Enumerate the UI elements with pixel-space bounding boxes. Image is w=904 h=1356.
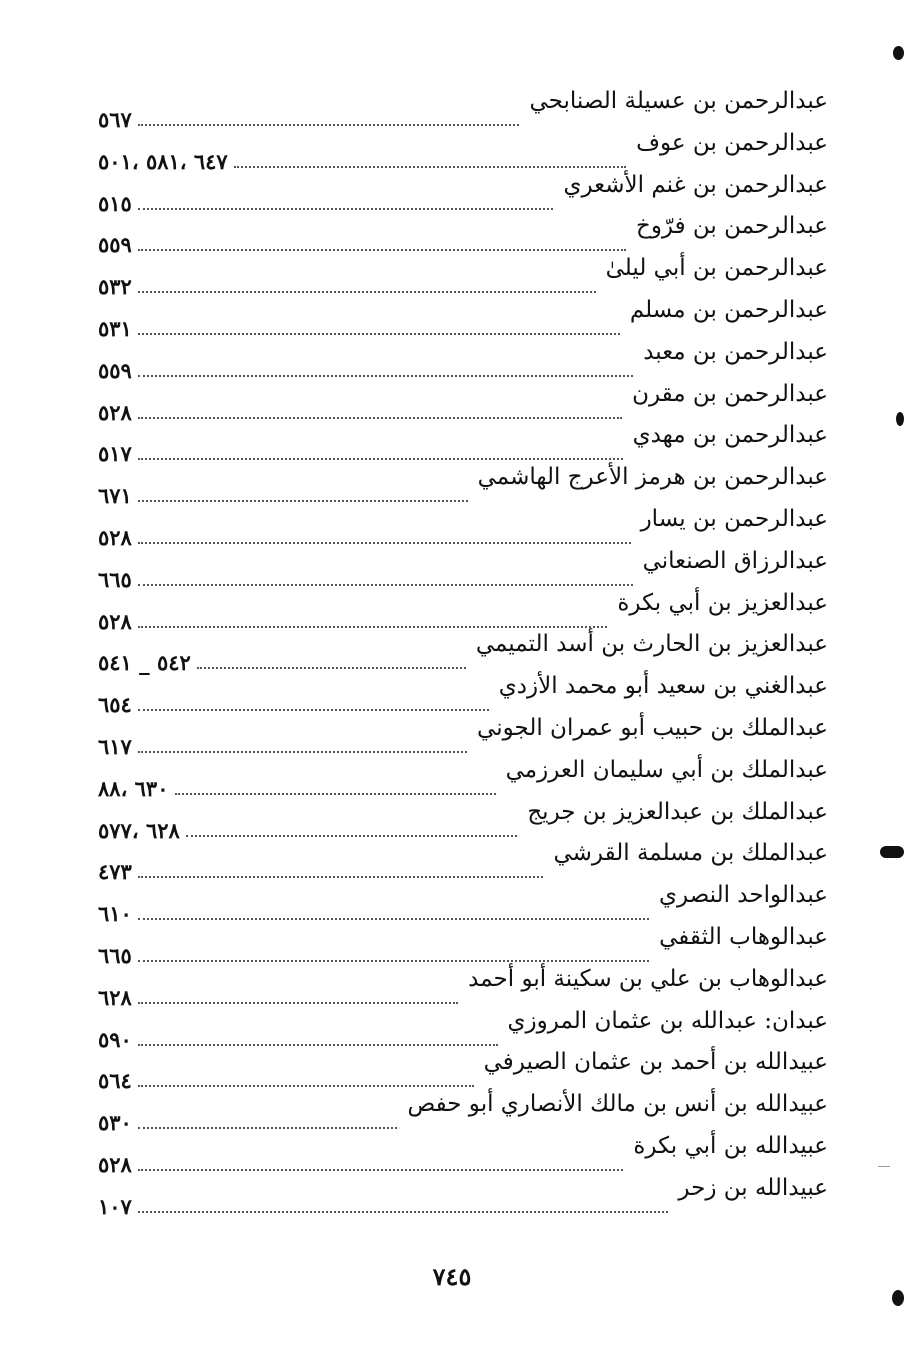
entry-name: عبدالرحمن بن مهدي <box>632 422 828 449</box>
entry-name: عبدالغني بن سعيد أبو محمد الأزدي <box>498 673 828 700</box>
entry-page-numbers: ٥٣١ <box>98 315 132 341</box>
entry-leader-line <box>98 651 828 675</box>
entry-name: عبيدالله بن أنس بن مالك الأنصاري أبو حفص <box>407 1091 828 1118</box>
entry-leader-line <box>98 777 828 801</box>
entry-name: عبدالعزيز بن أبي بكرة <box>617 589 828 616</box>
entry-leader-line <box>98 568 828 592</box>
entry-leader-line <box>98 192 828 216</box>
dot-leader <box>138 625 607 628</box>
dot-leader <box>138 416 622 419</box>
binding-mark <box>892 1290 904 1306</box>
index-entry <box>98 464 828 509</box>
entry-leader-line <box>98 735 828 759</box>
entry-leader-line <box>98 610 828 634</box>
entry-leader-line <box>98 150 828 174</box>
entry-leader-line <box>98 401 828 425</box>
index-entry <box>98 757 828 799</box>
index-entry <box>98 130 828 172</box>
entry-page-numbers: ٥٦٧ <box>98 107 132 132</box>
entry-name: عبدالرحمن بن مقرن <box>632 380 828 407</box>
index-entry <box>98 1008 828 1050</box>
entry-name: عبدالرحمن بن أبي ليلىٰ <box>605 255 828 282</box>
index-entry <box>98 1133 828 1175</box>
entry-leader-line <box>98 1195 828 1219</box>
entry-leader-line <box>98 860 828 884</box>
entry-leader-line <box>98 1111 828 1135</box>
entry-leader-line <box>98 944 828 968</box>
entry-page-numbers: ٦٢٨ ،٥٧٧ <box>98 817 180 843</box>
dot-leader <box>138 583 633 586</box>
binding-mark <box>896 412 904 426</box>
entry-name: عبدالعزيز بن الحارث بن أسد التميمي <box>475 631 828 658</box>
entry-name: عبيدالله بن أحمد بن عثمان الصيرفي <box>483 1049 828 1076</box>
entry-name: عبدالرزاق الصنعاني <box>642 547 828 574</box>
entry-name: عبدان: عبدالله بن عثمان المروزي <box>507 1007 828 1034</box>
entry-leader-line <box>98 275 828 299</box>
entry-page-numbers: ٥٤٢ _ ٥٤١ <box>98 650 191 676</box>
dot-leader <box>186 834 518 837</box>
entry-name: عبدالملك بن عبدالعزيز بن جريج <box>527 798 828 825</box>
entry-page-numbers: ٥٣٠ <box>98 1110 132 1136</box>
entry-name: عبدالملك بن أبي سليمان العرزمي <box>505 756 828 783</box>
index-entry <box>98 172 828 214</box>
index-entry <box>98 548 828 590</box>
entry-page-numbers: ٥٢٨ <box>98 1151 132 1177</box>
entry-name: عبيدالله بن زحر <box>678 1174 828 1201</box>
entry-leader-line <box>98 442 828 466</box>
entry-leader-line <box>98 693 828 717</box>
entry-name: عبدالرحمن بن غنم الأشعري <box>563 171 828 198</box>
dot-leader <box>138 290 596 293</box>
dot-leader <box>175 792 496 795</box>
index-entry <box>98 422 828 467</box>
entry-leader-line <box>98 902 828 926</box>
entry-page-numbers: ٥٣٢ <box>98 274 132 300</box>
entry-page-numbers: ٥١٧ <box>98 441 132 467</box>
dot-leader <box>138 750 467 753</box>
entry-page-numbers: ٦٦٥ <box>98 566 132 592</box>
dot-leader <box>138 457 623 460</box>
index-entry <box>98 924 828 966</box>
entry-page-numbers: ٥٢٨ <box>98 608 132 634</box>
index-entry <box>98 715 828 757</box>
entry-page-numbers: ٦١٠ <box>98 901 132 927</box>
index-entry <box>98 213 828 258</box>
page-number: ٧٤٥ <box>432 1262 472 1291</box>
entry-page-numbers: ٥٩٠ <box>98 1026 132 1052</box>
entry-leader-line <box>98 233 828 257</box>
index-entry <box>98 1091 828 1136</box>
entry-page-numbers: ٦٦٥ <box>98 942 132 968</box>
entry-name: عبدالملك بن مسلمة القرشي <box>553 840 828 867</box>
entry-page-numbers: ٥٦٤ <box>98 1068 132 1094</box>
dot-leader <box>138 708 489 711</box>
entry-name: عبدالوهاب الثقفي <box>659 923 828 950</box>
index-entry <box>98 88 828 130</box>
index-entry <box>98 255 828 300</box>
index-entry <box>98 882 828 927</box>
entry-leader-line <box>98 317 828 341</box>
dot-leader <box>138 374 633 377</box>
dot-leader <box>138 248 626 251</box>
entry-name: عبدالملك بن حبيب أبو عمران الجوني <box>477 714 828 741</box>
dot-leader <box>138 207 554 210</box>
index-entry <box>98 297 828 339</box>
entry-page-numbers: ٦٢٨ <box>98 984 132 1010</box>
dot-leader <box>138 1126 398 1129</box>
entry-page-numbers: ٥٥٩ <box>98 357 132 383</box>
dot-leader <box>234 165 626 168</box>
entry-name: عبدالرحمن بن مسلم <box>629 296 828 323</box>
index-entry <box>98 840 828 885</box>
entry-page-numbers: ٦٧١ <box>98 483 132 509</box>
entry-page-numbers: ٥١٥ <box>98 190 132 216</box>
index-entry <box>98 506 828 548</box>
dot-leader <box>138 541 631 544</box>
binding-mark <box>880 846 904 858</box>
entry-name: عبدالرحمن بن يسار <box>640 505 828 532</box>
entry-name: عبدالواحد النصري <box>659 882 828 909</box>
index-entry <box>98 966 828 1008</box>
index-entry <box>98 381 828 423</box>
dot-leader <box>138 332 620 335</box>
entry-page-numbers: ٦٥٤ <box>98 692 132 718</box>
entry-name: عبدالرحمن بن فرّوخ <box>635 213 828 240</box>
entry-page-numbers: ٦١٧ <box>98 733 132 759</box>
dot-leader <box>197 666 466 669</box>
dot-leader <box>138 875 544 878</box>
entry-leader-line <box>98 1069 828 1093</box>
entry-name: عبيدالله بن أبي بكرة <box>633 1132 828 1159</box>
entry-leader-line <box>98 819 828 843</box>
entry-page-numbers: ١٠٧ <box>98 1193 132 1219</box>
entry-name: عبدالرحمن بن هرمز الأعرج الهاشمي <box>477 464 828 491</box>
dot-leader <box>138 959 649 962</box>
entry-page-numbers: ٥٥٩ <box>98 232 132 258</box>
dot-leader <box>138 123 520 126</box>
dot-leader <box>138 499 468 502</box>
binding-mark <box>893 46 904 60</box>
dot-leader <box>138 1084 474 1087</box>
entry-page-numbers: ٤٧٣ <box>98 859 132 885</box>
index-entry <box>98 590 828 632</box>
entry-leader-line <box>98 1153 828 1177</box>
index-entry <box>98 1049 828 1094</box>
dot-leader <box>138 1043 498 1046</box>
index-entry <box>98 673 828 718</box>
dot-leader <box>138 917 649 920</box>
entry-name: عبدالوهاب بن علي بن سكينة أبو أحمد <box>468 965 828 992</box>
entry-page-numbers: ٦٣٠ ،٨٨ <box>98 775 169 801</box>
name-index-list <box>98 88 828 1217</box>
index-entry <box>98 799 828 841</box>
entry-name: عبدالرحمن بن معبد <box>643 338 828 365</box>
entry-name: عبدالرحمن بن عوف <box>636 129 828 156</box>
dot-leader <box>138 1210 669 1213</box>
index-entry <box>98 1175 828 1217</box>
entry-page-numbers: ٥٢٨ <box>98 524 132 550</box>
entry-leader-line <box>98 526 828 550</box>
dot-leader <box>138 1001 458 1004</box>
entry-leader-line <box>98 484 828 508</box>
entry-page-numbers: ٥٢٨ <box>98 399 132 425</box>
entry-leader-line <box>98 359 828 383</box>
dot-leader <box>138 1168 623 1171</box>
index-entry <box>98 339 828 381</box>
entry-leader-line <box>98 1028 828 1052</box>
entry-page-numbers: ٦٤٧ ،٥٨١ ،٥٠١ <box>98 148 228 174</box>
entry-leader-line <box>98 108 828 132</box>
margin-tick <box>878 1166 890 1167</box>
entry-leader-line <box>98 986 828 1010</box>
entry-name: عبدالرحمن بن عسيلة الصنابحي <box>529 88 828 114</box>
index-entry <box>98 631 828 676</box>
